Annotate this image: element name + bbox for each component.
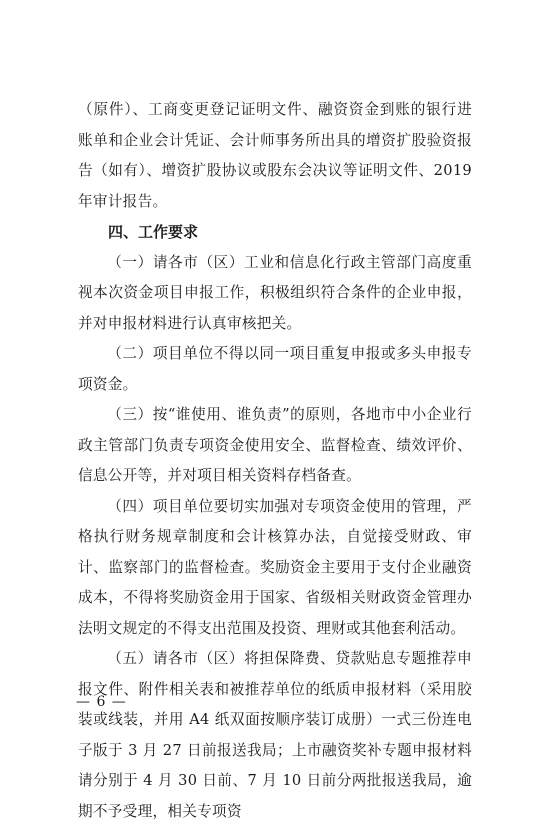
requirement-paragraph-2: （二）项目单位不得以同一项目重复申报或多头申报专项资金。 (78, 345, 472, 393)
page-number: — 6 — (76, 694, 127, 710)
section-heading: 四、工作要求 (108, 223, 199, 241)
requirement-paragraph-3: （三）按“谁使用、谁负责”的原则，各地市中小企业行政主管部门负责专项资金使用安全、监督检查、绩效评价、信息公开等，并对项目相关资料存档备查。 (78, 406, 472, 484)
requirement-paragraph-4: （四）项目单位要切实加强对专项资金使用的管理，严格执行财务规章制度和会计核算办法，自觉接受财政、审计、监察部门的监督检查。奖励资金主要用于支付企业融资成本，不得将奖励资金用于国家、省级相关财政资金管理办法明文规定的不得支出范围及投资、理财或其他套利活动。 (78, 497, 472, 637)
document-body (78, 95, 472, 827)
continuation-paragraph: （原件）、工商变更登记证明文件、融资资金到账的银行进账单和企业会计凭证、会计师事务所出具的增资扩股验资报告（如有）、增资扩股协议或股东会决议等证明文件、2019年审计报告。 (78, 101, 472, 210)
requirement-paragraph-5: （五）请各市（区）将担保降费、贷款贴息专题推荐申报文件、附件相关表和被推荐单位的纸质申报材料（采用胶装或线装，并用 A4 纸双面按顺序装订成册）一式三份连电子版于 3 月 27 日前报送我局；上市融资奖补专题申报材料请分别于 4 月 30 日前、7 月 10 日前分两批报送我局，逾期不予受理，相关专项资 (78, 650, 472, 820)
requirement-paragraph-1: （一）请各市（区）工业和信息化行政主管部门高度重视本次资金项目申报工作，积极组织符合条件的企业申报，并对申报材料进行认真审核把关。 (78, 253, 472, 332)
